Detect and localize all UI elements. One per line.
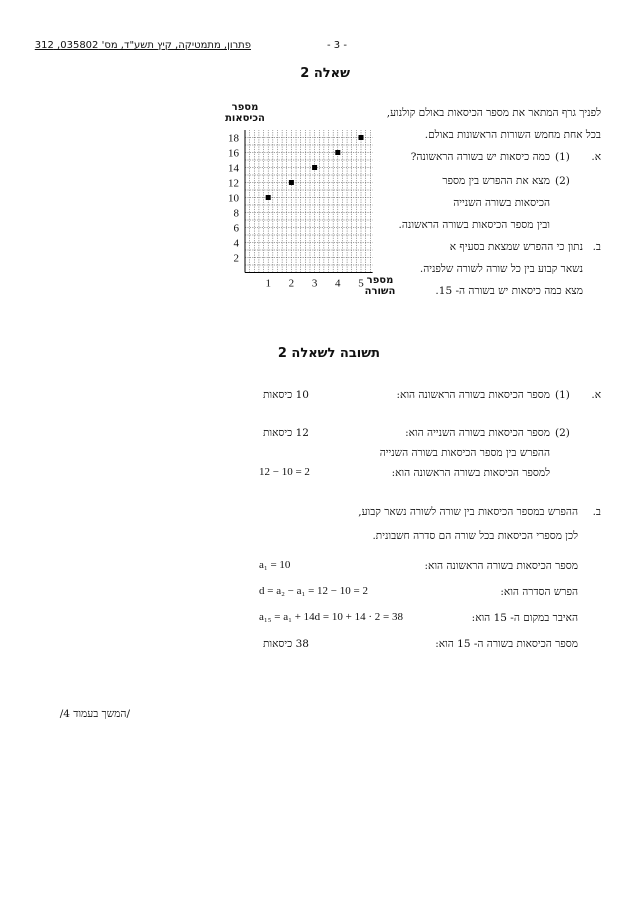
answer-diff-line-1: ההפרש בין מספר הכיסאות בשורה השנייה [379, 447, 550, 459]
chart-axes [245, 130, 373, 273]
answer-a2-text: מספר הכיסאות בשורה השנייה הוא: [405, 427, 550, 439]
answer-common-difference-formula: d = a₂ − a₁ = 12 − 10 = 2 [259, 585, 368, 597]
question-b-line-2: נשאר קבוע בין כל שורה לשורה שלפניה. [419, 263, 583, 275]
answer-a1-value: 10 כיסאות [263, 389, 309, 401]
x-tick-label: 4 [335, 277, 341, 290]
answer-diff-formula: 12 − 10 = 2 [259, 466, 310, 478]
question-a1-number: (1) [555, 151, 570, 163]
answer-a2-number: (2) [555, 427, 570, 439]
y-tick-label: 14 [228, 162, 239, 175]
data-point [289, 180, 294, 185]
answer-b-line-2: לכן מספרי הכיסאות בכל שורה הם סדרה חשבונית. [372, 530, 578, 542]
answer-common-difference-text: הפרש הסדרה הוא: [500, 586, 578, 598]
chart-grid [245, 130, 373, 273]
chart-y-ticks [228, 133, 240, 265]
answer-a15-formula: a₁₅ = a₁ + 14d = 10 + 14 · 2 = 38 [259, 611, 403, 623]
x-tick-label: 5 [358, 277, 364, 290]
answer-b-line-1: ההפרש במספר הכיסאות בין שורה לשורה נשאר קבוע, [358, 506, 578, 518]
question-a2-line-3: ובין מספר הכיסאות בשורה הראשונה. [398, 219, 550, 231]
answer-a1-number: (1) [555, 389, 570, 401]
data-point [312, 165, 317, 170]
y-tick-label: 6 [233, 222, 239, 235]
data-point [266, 195, 271, 200]
answer-a15-text: האיבר במקום ה- 15 הוא: [471, 612, 578, 624]
question-title: שאלה 2 [300, 66, 350, 81]
chart-x-ticks [265, 278, 364, 290]
question-part-b-letter: ב. [592, 241, 601, 253]
question-intro-line-2: בכל אחת מחמש השורות הראשונות באולם. [424, 129, 601, 141]
answer-a2-value: 12 כיסאות [263, 427, 309, 439]
question-a2-line-1: מצא את ההפרש בין מספר [442, 175, 550, 187]
y-tick-label: 12 [228, 177, 239, 190]
continue-note: /המשך בעמוד 4/ [59, 708, 130, 720]
answer-final-value: 38 כיסאות [263, 638, 309, 650]
chart-x-axis-label: מספר השורה [364, 275, 396, 297]
scatter-chart [200, 118, 400, 300]
answer-title: תשובה לשאלה 2 [277, 346, 380, 361]
answer-part-a-letter: א. [591, 389, 601, 401]
y-tick-label: 2 [233, 252, 239, 265]
question-a2-line-2: הכיסאות בשורה השנייה [453, 197, 550, 209]
question-a1-text: כמה כיסאות יש בשורה הראשונה? [410, 151, 550, 163]
x-tick-label: 3 [311, 277, 318, 290]
y-tick-label: 8 [233, 207, 239, 220]
answer-part-b-letter: ב. [592, 506, 601, 518]
answer-diff-line-2: למספר הכיסאות בשורה הראשונה הוא: [391, 467, 550, 479]
question-part-a-letter: א. [591, 151, 601, 163]
x-tick-label: 1 [265, 277, 271, 290]
y-tick-label: 18 [228, 132, 239, 145]
answer-final-text: מספר הכיסאות בשורה ה- 15 הוא: [435, 638, 578, 650]
answer-first-term-formula: a₁ = 10 [259, 559, 291, 571]
answer-a1-text: מספר הכיסאות בשורה הראשונה הוא: [396, 389, 550, 401]
page-number: - 3 - [327, 40, 347, 51]
data-point [335, 150, 340, 155]
question-b-line-3: מצא כמה כיסאות יש בשורה ה- 15. [435, 285, 583, 297]
y-tick-label: 4 [233, 237, 239, 250]
question-intro-line-1: לפניך גרף המתאר את מספר הכיסאות באולם קולנוע, [386, 107, 601, 119]
question-b-line-1: נתון כי ההפרש שמצאת בסעיף א [449, 241, 583, 253]
answer-first-term-text: מספר הכיסאות בשורה הראשונה הוא: [424, 560, 578, 572]
chart-y-axis-label: מספר הכיסאות [225, 102, 265, 124]
y-tick-label: 10 [228, 192, 239, 205]
y-tick-label: 16 [228, 147, 239, 160]
data-point [359, 135, 364, 140]
header-exam-info: פתרון, מתמטיקה, קיץ תשע"ד, מס' 035802, 312 [34, 40, 251, 51]
x-tick-label: 2 [288, 277, 295, 290]
question-a2-number: (2) [555, 175, 570, 187]
